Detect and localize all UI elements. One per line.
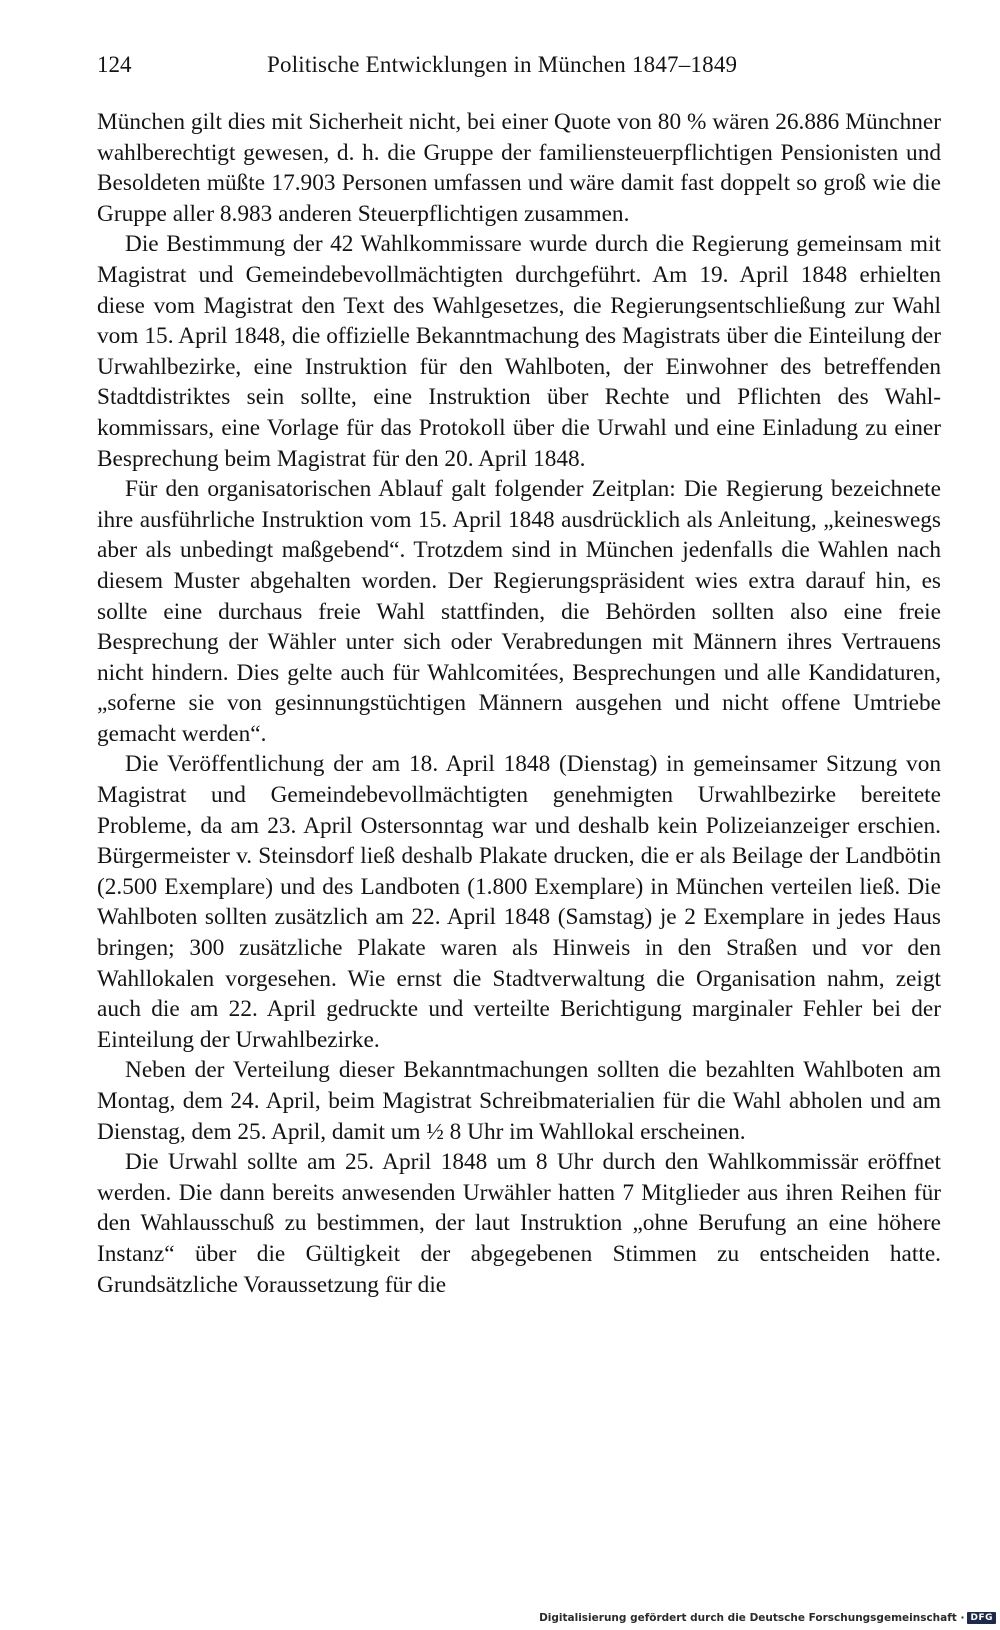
dfg-logo: DFG <box>967 1612 996 1624</box>
body-text <box>97 107 941 1300</box>
digitization-footer <box>539 1609 996 1627</box>
page-number: 124 <box>97 52 132 77</box>
paragraph-6: Die Urwahl sollte am 25. April 1848 um 8 Uhr durch den Wahlkommissär eröffnet werden. Die dann bereits anwesenden Urwähler hatten 7 Mitglieder aus ihren Reihen für den Wahlausschuß zu bestimmen, der laut Instruktion „ohne Berufung an eine höhere Instanz“ über die Gültigkeit der abgegebenen Stimmen zu entscheiden hatte. Grundsätzliche Voraussetzung für die <box>97 1149 941 1298</box>
running-title: Politische Entwicklungen in München 1847–1849 <box>267 52 738 77</box>
running-head <box>97 50 941 80</box>
paragraph-1: München gilt dies mit Sicherheit nicht, bei einer Quote von 80 % wären 26.886 Münchner wahlberechtigt gewesen, d. h. die Gruppe der familiensteuerpflichtigen Pensionisten und Besoldeten müßte 17.903 Personen umfassen und wäre damit fast doppelt so groß wie die Gruppe aller 8.983 anderen Steuerpflichtigen zusammen. <box>97 109 941 227</box>
funding-credit: Digitalisierung gefördert durch die Deutsche Forschungsgemeinschaft · <box>539 1612 965 1624</box>
paragraph-4: Die Veröffentlichung der am 18. April 1848 (Dienstag) in gemeinsamer Sitzung von Magistrat und Gemeindebevollmächtigten genehmigten Urwahlbezirke bereitete Probleme, da am 23. April Ostersonntag war und deshalb kein Polizeianzeiger erschien. Bürgermeister v. Steinsdorf ließ deshalb Plakate drucken, die er als Beilage der Landbötin (2.500 Exemplare) und des Landboten (1.800 Exemplare) in München verteilen ließ. Die Wahlboten sollten zusätzlich am 22. April 1848 (Samstag) je 2 Exemplare in jedes Haus bringen; 300 zusätzliche Plakate waren als Hinweis in den Straßen und vor den Wahllokalen vorgesehen. Wie ernst die Stadtverwaltung die Organisation nahm, zeigt auch die am 22. April gedruckte und verteilte Berichtigung marginaler Fehler bei der Einteilung der Urwahlbezirke. <box>97 751 941 1053</box>
paragraph-2: Die Bestimmung der 42 Wahlkommissare wurde durch die Regierung gemeinsam mit Magistrat und Gemeindebevollmächtigten durchgeführt. Am 19. April 1848 erhielten diese vom Magistrat den Text des Wahlgesetzes, die Regierungsentschließung zur Wahl vom 15. April 1848, die offizielle Bekanntmachung des Magistrats über die Einteilung der Urwahlbezirke, eine Instruktion für den Wahlboten, der Einwohner des betreffenden Stadtdistriktes sein sollte, eine Instruktion über Rechte und Pflichten des Wahlkommissars, eine Vorlage für das Protokoll über die Urwahl und eine Einladung zu einer Besprechung beim Magistrat für den 20. April 1848. <box>97 231 941 472</box>
paragraph-3: Für den organisatorischen Ablauf galt folgender Zeitplan: Die Regierung bezeichnete ihre ausführliche Instruktion vom 15. April 1848 ausdrücklich als Anleitung, „keineswegs aber als unbedingt maßgebend“. Trotzdem sind in München jedenfalls die Wahlen nach diesem Muster abgehalten worden. Der Regierungspräsident wies extra darauf hin, es sollte eine durchaus freie Wahl stattfinden, die Behörden sollten also eine freie Besprechung der Wähler unter sich oder Verabredungen mit Männern ihres Vertrauens nicht hindern. Dies gelte auch für Wahlcomitées, Besprechungen und alle Kandidaturen, „soferne sie von gesinnungstüchtigen Männern ausgehen und nicht offene Umtriebe gemacht werden“. <box>97 476 941 747</box>
paragraph-5: Neben der Verteilung dieser Bekanntmachungen sollten die bezahlten Wahlboten am Montag, dem 24. April, beim Magistrat Schreibmaterialien für die Wahl abholen und am Dienstag, dem 25. April, damit um ½ 8 Uhr im Wahllokal erscheinen. <box>97 1057 941 1145</box>
